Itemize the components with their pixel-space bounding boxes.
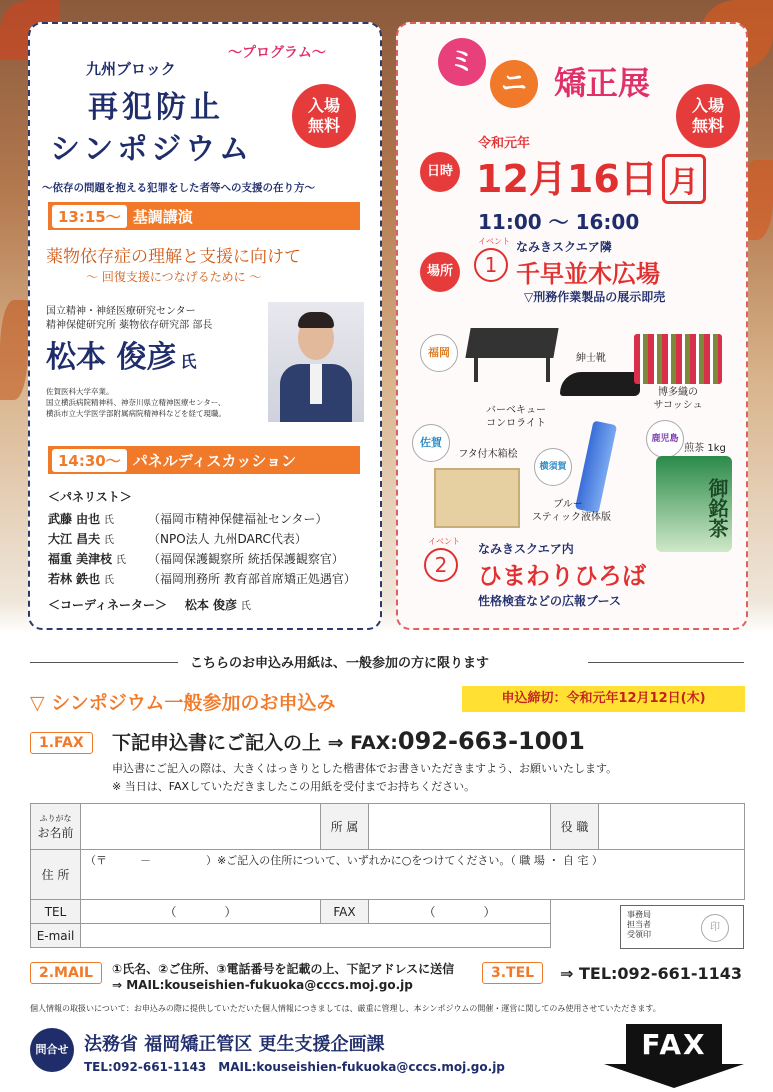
affiliation-field[interactable] xyxy=(369,804,551,850)
name-label: ふりがな お名前 xyxy=(31,804,81,850)
affiliation-label: 所 属 xyxy=(321,804,369,850)
pref-yokosuka: 横須賀 xyxy=(534,448,572,486)
coordinator-row: ＜コーディネーター＞ 松本 俊彦 氏 xyxy=(48,598,251,612)
contact-org: 法務省 福岡矯正管区 更生支援企画課 xyxy=(84,1034,385,1055)
symposium-subtitle: ～依存の問題を抱える犯罪をした者等への支援の在り方～ xyxy=(42,182,315,194)
contact-badge: 問合せ xyxy=(30,1028,74,1072)
speaker-org-1: 国立精神・神経医療研究センター xyxy=(46,306,196,317)
event2-number: 2 xyxy=(424,548,458,582)
event1-number: 1 xyxy=(474,248,508,282)
panel-label: パネルディスカッション xyxy=(132,452,297,470)
fax-note-2: ※ 当日は、FAXしていただきましたこの用紙を受付までお持ちください。 xyxy=(112,780,476,793)
fax-arrow-label: FAX xyxy=(641,1028,707,1061)
deadline-box: 申込締切：令和元年12月12日(木) xyxy=(462,686,745,712)
date-label: 日時 xyxy=(420,152,460,192)
shoes-label: 紳士靴 xyxy=(576,353,606,364)
tel-field[interactable]: （ ） xyxy=(81,900,321,924)
tea-label: 煎茶 1kg xyxy=(684,443,726,454)
panelists-heading: ＜パネリスト＞ xyxy=(48,490,132,504)
pref-saga: 佐賀 xyxy=(412,424,450,462)
box-label: フタ付木箱桧 xyxy=(458,449,518,460)
mini-circle-1: ミ xyxy=(438,38,486,86)
keynote-bar xyxy=(48,202,360,230)
event2-name: ひまわりひろば xyxy=(478,562,646,590)
tea-package: 御銘茶 xyxy=(656,456,732,552)
position-label: 役 職 xyxy=(551,804,599,850)
name-field[interactable] xyxy=(81,804,321,850)
event1-sub: なみきスクエア隣 xyxy=(516,240,612,254)
symposium-title-1: 再犯防止 xyxy=(88,90,224,125)
address-field[interactable]: （〒 － ）※ご記入の住所について、いずれかに○をつけてください。（ 職 場 ・ 自 宅 ） xyxy=(81,850,745,900)
panel-discussion-bar xyxy=(48,446,360,474)
place-label: 場所 xyxy=(420,252,460,292)
speaker-bio: 佐賀医科大学卒業。 国立横浜病院精神科、神奈川県立精神医療センター、 横浜市立大学医学部附属病院精神科などを経て現職。 xyxy=(46,387,226,418)
event1-desc: ▽刑務作業製品の展示即売 xyxy=(524,290,666,304)
fax-field[interactable]: （ ） xyxy=(369,900,551,924)
email-label: E-mail xyxy=(31,924,81,948)
mail-line-2: ⇒ MAIL:kouseishien-fukuoka@cccs.moj.go.jp xyxy=(112,978,413,992)
privacy-note: 個人情報の取扱いについて：お申込みの際に提供していただいた個人情報につきましては、厳重に管理し、本シンポジウムの開催・運営に関してのみ使用させていただきます。 xyxy=(30,1004,661,1013)
notice-divider-right xyxy=(588,662,744,663)
sacoche-image xyxy=(634,334,722,384)
shoes-image xyxy=(560,372,640,396)
mail-line-1: ①氏名、②ご住所、③電話番号を記載の上、下記アドレスに送信 xyxy=(112,962,455,976)
speaker-org-2: 精神保健研究所 薬物依存研究部 部長 xyxy=(46,320,213,331)
notice-text: こちらのお申込み用紙は、一般参加の方に限ります xyxy=(190,656,490,671)
fax-note-1: 申込書にご記入の際は、大きくはっきりとした楷書体でお書きいただきますよう、お願いいたします。 xyxy=(112,762,618,775)
blue-stick-label: ブルー スティック液体版 xyxy=(532,499,611,523)
pref-kagoshima: 鹿児島 xyxy=(646,420,684,458)
keynote-label: 基調講演 xyxy=(132,208,193,226)
notice-divider-left xyxy=(30,662,178,663)
bbq-grill-image xyxy=(468,324,556,384)
mail-tag: 2.MAIL xyxy=(30,962,102,984)
lecture-title: 薬物依存症の理解と支援に向けて xyxy=(46,247,301,267)
symposium-panel xyxy=(28,22,382,630)
event2-word: イベント xyxy=(428,537,460,546)
symposium-title-2: シンポジウム xyxy=(50,132,253,167)
panelist-row: 武藤 由也 氏 （福岡市精神保健福祉センター） xyxy=(48,512,328,526)
panelist-row: 若林 鉄也 氏 （福岡刑務所 教育部首席矯正処遇官） xyxy=(48,572,356,586)
position-field[interactable] xyxy=(599,804,745,850)
fax-arrow xyxy=(604,1024,744,1088)
block-label: 九州ブロック xyxy=(86,60,176,78)
exhibition-panel xyxy=(396,22,748,630)
panelist-row: 大江 昌夫 氏 （NPO法人 九州DARC代表） xyxy=(48,532,307,546)
fax-label: FAX xyxy=(321,900,369,924)
free-entry-badge: 入場 無料 xyxy=(292,84,356,148)
speaker-photo xyxy=(268,302,364,422)
pref-fukuoka: 福岡 xyxy=(420,334,458,372)
event2-sub: なみきスクエア内 xyxy=(478,542,574,556)
bbq-label: バーベキュー コンロライト xyxy=(486,405,546,429)
contact-info: TEL:092-661-1143 MAIL:kouseishien-fukuoka@cccs.moj.go.jp xyxy=(84,1060,505,1074)
stamp-circle: 印 xyxy=(701,914,729,942)
lecture-subtitle: ～ 回復支援につなげるために ～ xyxy=(86,270,262,284)
exhibition-title: 矯正展 xyxy=(554,64,651,102)
speaker-name: 松本 俊彦 氏 xyxy=(46,340,197,375)
email-field[interactable] xyxy=(81,924,551,948)
tel-label: TEL xyxy=(31,900,81,924)
event1-word: イベント xyxy=(478,237,510,246)
address-label: 住 所 xyxy=(31,850,81,900)
apply-heading: ▽ シンポジウム一般参加のお申込み xyxy=(30,692,336,714)
event1-name: 千早並木広場 xyxy=(516,260,660,288)
program-label: ～プログラム～ xyxy=(228,45,326,61)
fax-tag: 1.FAX xyxy=(30,732,93,754)
event-date: 12月16日 月 xyxy=(476,148,706,204)
event2-desc: 性格検査などの広報ブース xyxy=(478,594,622,608)
tel-tag: 3.TEL xyxy=(482,962,543,984)
sacoche-label: 博多織の サコッシュ xyxy=(653,387,703,411)
keynote-time: 13:15～ xyxy=(52,205,127,228)
leaf-decoration xyxy=(0,300,28,400)
mini-circle-2: ニ xyxy=(490,60,538,108)
office-stamp-box: 事務局 担当者 受領印 印 xyxy=(620,905,744,949)
tel-line: ⇒ TEL:092-661-1143 xyxy=(560,964,743,983)
panel-time: 14:30～ xyxy=(52,449,127,472)
fax-line: 下記申込書にご記入の上 ⇒ FAX:092-663-1001 xyxy=(112,727,585,755)
free-entry-badge: 入場 無料 xyxy=(676,84,740,148)
event-time: 11:00 ～ 16:00 xyxy=(478,210,640,234)
panelist-row: 福重 美津枝 氏 （福岡保護観察所 統括保護観察官） xyxy=(48,552,344,566)
wooden-box-image xyxy=(434,468,520,528)
era-label: 令和元年 xyxy=(478,136,531,151)
